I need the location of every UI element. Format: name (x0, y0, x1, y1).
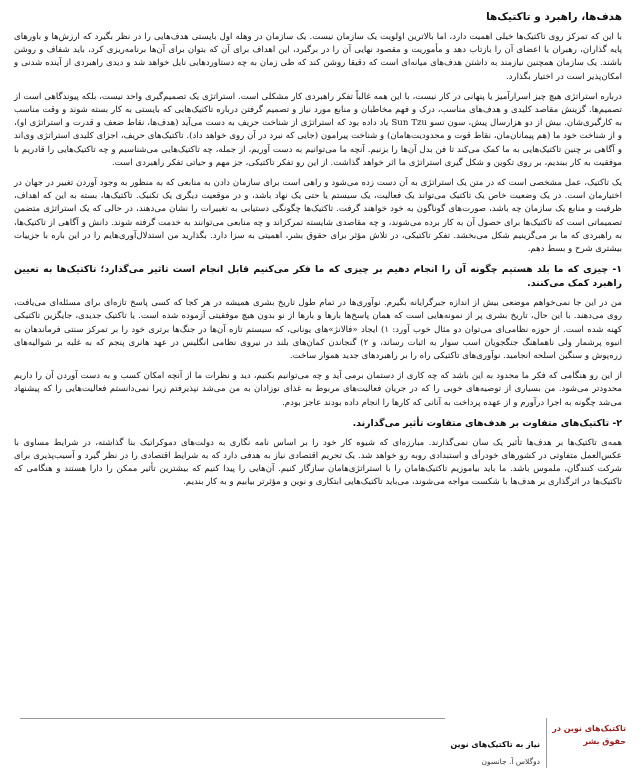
paragraph: با این که تمرکز روی تاکتیک‌ها خیلی اهمیت دارد، اما بالاترین اولویت یک سازمان نیست. یک سازمان در وهله اول بایستی هدف‌هایی را در نظر بگیرد که ارزش‌ها و باورهای پایه گذاران، رهبران یا اعضای آن را بازتاب دهد و مأموریت و مقصود نهایی آن را در برگیرد، این اهداف برای آن که بتوان برای آن‌ها برنامه‌ریزی کرد، باید شفاف و روشن باشند. یک سازمان همچنین نیازمند به داشتن هدف‌های میانه‌ای است که دقیقا روشن کند که طی زمان به چه دستاوردهایی نایل خواهد شد و دیدی راهبردی از آینده شدنی و امکان‌پذیر است در اختیار بگذارد. (14, 32, 622, 82)
paragraph: درباره استراتژی هیچ چیز اسرارآمیز یا پنهانی در کار نیست، با این همه غالباً تفکر راهبردی کار مشکلی است. استراتژی یک تصمیم‌گیری واحد نیست، بلکه پیوندگاهی است از تصمیم‌ها. گزینش مقاصد کلیدی و هدف‌های مناسب، درک و فهم مخاطبان و منابع مورد نیاز و تصمیم گرفتن درباره تاکتیک‌هایی که بایستی به کار بسته شوند و وقت مناسب به کارگیری‌شان. بیش از دو هزارسال پیش، سون تسو Sun Tzu یاد داده بود که استراتژی از شناخت حریف به دست می‌آید (هدف‌ها، نقاط ضعف و قدرت و استراتژی او)، و از شناخت خود ما (هم پیمانان‌مان، نقاط قوت و محدودیت‌هامان) و شناخت پیرامون (جایی که نبرد در آن روی خواهد داد). تاکتیک‌های حریف، اجزای کلیدی استراتژی وی‌اند و آگاهی بر چنین تاکتیک‌هایی به ما کمک می‌کند تا فن بدل آن‌ها را بزنیم. آنچه ما می‌توانیم به دست آوریم، از جمله، چه تاکتیک‌هایی می‌شناسیم و چه تاکتیک‌هایی را قادریم با موفقیت به کار ببندیم، بر روی تکوین و شکل گیری استراتژی ما اثر خواهد گذاشت. از این رو تفکر تاکتیکی، جز مهم و حیاتی تفکر راهبردی است. (14, 91, 623, 168)
footer-divider (20, 718, 445, 719)
paragraph: یک تاکتیک، عمل مشخصی است که در متن یک استراتژی به آن دست زده می‌شود و راهی است برای سازمان دادن به منابعی که به منظور به وجود آوردن تغییر در جهان در اختیارمان است. در یک وضعیت خاص یک تاکتیک می‌تواند یک فعالیت، یک سیستم یا حتی یک نهاد باشد، و در موقعیت دیگری یک تکنیک. تاکتیک‌ها، بسته به این که اهداف، ظرفیت و منابع یک سازمان چه باشد، صورت‌های گوناگون به خود خواهند گرفت. تاکتیک‌ها چگونگی دستیابی به تغییرات را نشان می‌دهند، در حالی که یک استراتژی متضمن تصمیماتی است که تاکتیک‌ها برای حصول آن به کار برده می‌شوند، و چه مقاصدی شایسته تمرکزاند و چه منابعی می‌توانند به خدمت گرفته شوند. دانش و آگاهی از تاکتیک‌ها، به راهبردی که ما بر می‌گزینیم شکل می‌بخشد. تفکر تاکتیکی، در تلاش مؤثر برای حقوق بشر، اهمیتی به سزا دارد. بگذارید من استدلال‌آوری‌هایم را در این باره با جزییات بیشتری شرح و بسط دهم. (14, 178, 622, 255)
footer-book-title: نیاز به تاکتیک‌های نوین (450, 740, 540, 749)
document-page (14, 10, 622, 497)
running-side-title: تاکتیک‌های نوین در حقوق بشر (552, 724, 626, 746)
section-heading-2: ۲- تاکتیک‌های متفاوت بر هدف‌های متفاوت تأثیر می‌گذارند. (352, 417, 622, 429)
paragraph: من در این جا نمی‌خواهم موضعی بیش از اندازه جبرگرایانه بگیرم. نوآوری‌ها در تمام طول تاریخ بشری همیشه در هر کجا که کسی پاسخ تازه‌ای برای مسئله‌ای می‌یافت، روی می‌دهند. با این حال، تاریخ بشری پر از نمونه‌هایی است که همان پاسخ‌ها بارها و بارها از نو بدون هیچ موفقیتی آزموده شده است. یا تاکتیک جدیدی، جایگزین تاکتیکی کهنه شده است. از حوزه نظامی‌ای می‌توان دو مثال خوب آورد: ۱) ایجاد «فالانژ»های یونانی، که سیستم تازه آن‌ها در جنگ‌ها برتری خود را بر تمرکز سنتی فرماندهان به انبوه پرشمار ولی ناهماهنگ جنگجویان اسب سوار به اثبات رساند، و ۲) گنجاندن کمان‌های بلند در نیروی نظامی انگلیس در عهد هانری پنجم که به غلبه بر شوالیه‌های زره‌پوش و سنگین اسلحه انجامید. نوآوری‌های تاکتیکی راه را بر راهبردهای جدید هموار ساخت. (14, 298, 622, 362)
footer-author: دوگلاس آ. جانسون (481, 757, 540, 766)
page-title: هدف‌ها، راهبرد و تاکتیک‌ها (486, 11, 622, 23)
paragraph: از این رو هنگامی که فکر ما محدود به این باشد که چه کاری از دستمان برمی آید و چه می‌توانیم بکنیم، دید و نظرات ما از آنچه امکان کسب و به دست آوردن آن را داریم محدودتر می‌شود. من بسیاری از توصیه‌های خوبی را که در جریان فعالیت‌های مربوط به غذای نوزادان به من می‌شد نپذیرفتم زیرا نمی‌دانستم فعالیت‌هایی را که پیشنهاد می‌شد چگونه به اجرا درآورم و از عهده پرداخت به آنانی که کارها را انجام داده بودند عاجز بودم. (14, 371, 622, 408)
paragraph: همه‌ی تاکتیک‌ها بر هدف‌ها تأثیر یک سان نمی‌گذارند. مبارزه‌ای که شیوه کار خود را بر اساس نامه نگاری به دولت‌های دموکراتیک بنا گذاشته، در شرایط مساوی با عکس‌العمل متفاوتی در کشورهای خودرأی و استبدادی روبه رو خواهد شد. یک تحریم اقتصادی نیاز به هدفی دارد که به شرایط اقتصادی را در نظر گیرد و آسیب‌پذیری برای شرکت کنندگان، ملموس باشد. ما باید بیاموزیم تاکتیک‌هامان را با استراتژی‌هامان سازگار کنیم. آن‌هایی را پیدا کنیم که بیشترین تأثیر ممکن را دارا هستند و هنگامی که تاکتیک‌ها در اثرگذاری بر هدف‌ها با شکست مواجه می‌شوند، می‌باید تاکتیک‌هایی ابتکاری و نوین و مؤثرتر بیابیم و به کار بندیم. (14, 437, 622, 488)
section-heading-1: ۱- چیزی که ما بلد هستیم چگونه آن را انجام دهیم بر چیزی که ما فکر می‌کنیم قابل انجام است تاثیر می‌گذارد؛ تاکتیک‌ها به تعیین راهبرد کمک می‌کنند. (14, 264, 622, 290)
